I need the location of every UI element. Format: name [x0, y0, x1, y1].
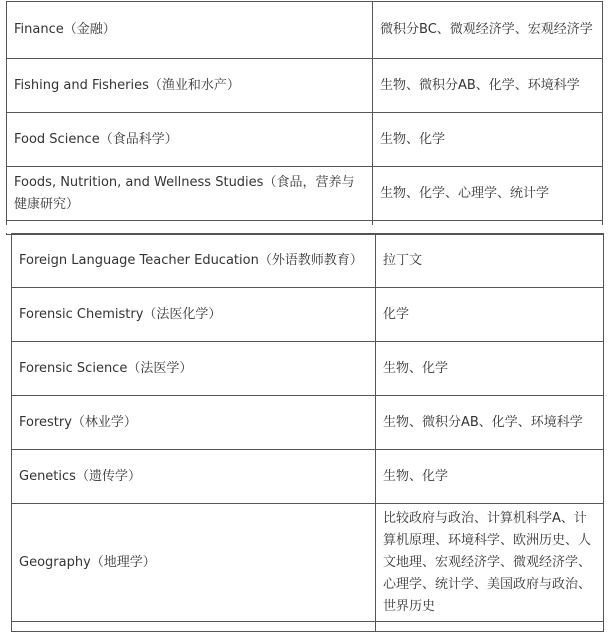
- major-cell: Finance（金融）: [7, 2, 373, 59]
- major-cell: Foods, Nutrition, and Wellness Studies（食品，营养与健康研究）: [7, 167, 373, 221]
- major-cell: Genetics（遗传学）: [12, 450, 376, 504]
- courses-cell: 微积分BC、微观经济学、宏观经济学: [373, 2, 603, 59]
- majors-table-top: [6, 1, 603, 235]
- major-cell: Fishing and Fisheries（渔业和水产）: [7, 59, 373, 113]
- table-row: [12, 396, 604, 450]
- major-cell: Food Science（食品科学）: [7, 113, 373, 167]
- table-row: [12, 234, 604, 288]
- majors-table-bottom: [11, 233, 604, 632]
- courses-cell: 生物、化学: [373, 113, 603, 167]
- courses-cell: 生物、化学: [376, 450, 604, 504]
- screenshot-seam: [0, 225, 610, 233]
- table-row: [7, 59, 603, 113]
- major-cell: Foreign Language Teacher Education（外语教师教育）: [12, 234, 376, 288]
- courses-cell: 拉丁文: [376, 234, 604, 288]
- table-row: [12, 504, 604, 622]
- courses-cell: 生物、微积分AB、化学、环境科学: [376, 396, 604, 450]
- major-cell: Forensic Chemistry（法医化学）: [12, 288, 376, 342]
- major-cell: Forensic Science（法医学）: [12, 342, 376, 396]
- major-cell: Forestry（林业学）: [12, 396, 376, 450]
- table-row: [7, 2, 603, 59]
- courses-cell: 生物、化学: [376, 342, 604, 396]
- table-row: [12, 342, 604, 396]
- courses-cell: 化学: [376, 288, 604, 342]
- table-row: [7, 167, 603, 221]
- table-row: [12, 450, 604, 504]
- courses-cell: 比较政府与政治、计算机科学A、计算机原理、环境科学、欧洲历史、人文地理、宏观经济学、微观经济学、心理学、统计学、美国政府与政治、世界历史: [376, 504, 604, 622]
- table-row: [12, 288, 604, 342]
- major-cell: Geography（地理学）: [12, 504, 376, 622]
- courses-cell: 生物、化学、心理学、统计学: [373, 167, 603, 221]
- table-row: [7, 113, 603, 167]
- courses-cell: 生物、微积分AB、化学、环境科学: [373, 59, 603, 113]
